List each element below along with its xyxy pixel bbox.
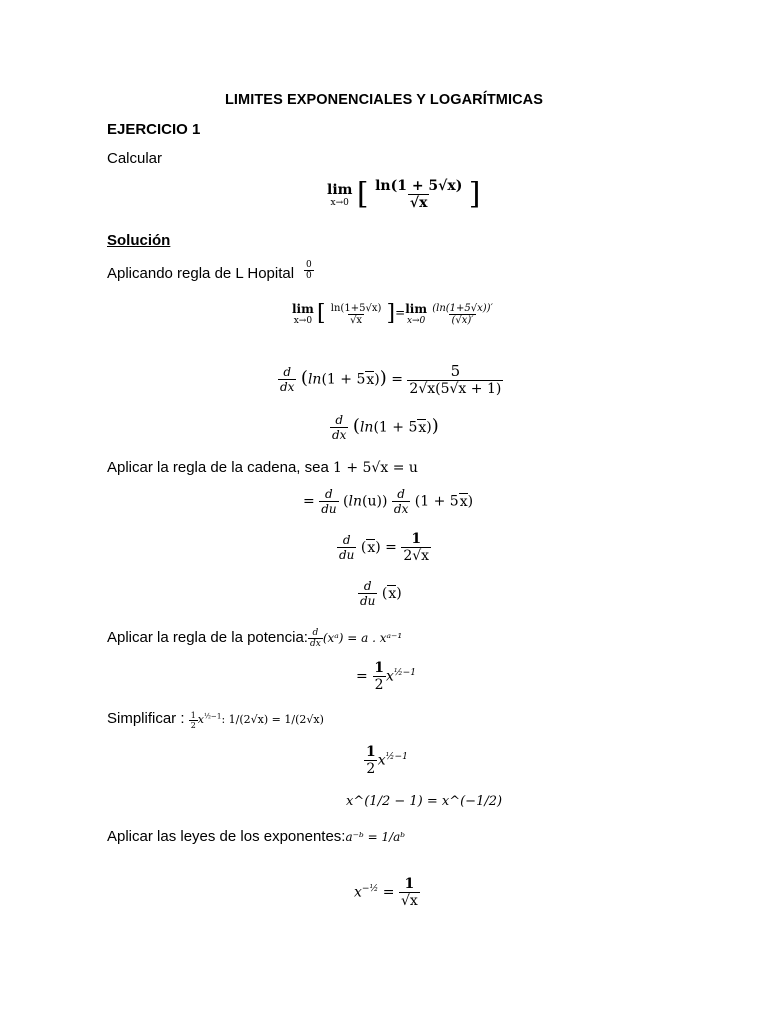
chain-rule-expression: = $\frac{d}{du}$ (ln(u)) $\frac{d}{dx}$ (1 + 5x) bbox=[303, 487, 474, 516]
lhopital-indeterminate: $\frac{0}{0}$ bbox=[306, 260, 312, 281]
exponent-equality: x^(1/2 − 1) = x^(−1/2) bbox=[346, 794, 503, 809]
final-result: $x^{-\frac{1}{2}}$ = $\frac{1}{√x}$ bbox=[354, 876, 418, 909]
chain-rule-text: Aplicar la regla de la cadena, sea 1 + 5√x = u bbox=[107, 459, 418, 476]
main-numerator: ln(1 + 5√x) bbox=[375, 178, 463, 194]
calcular-label: Calcular bbox=[107, 150, 163, 167]
derivative-expression: $\frac{d}{dx}$ (ln(1 + 5x)) bbox=[332, 413, 439, 442]
half-power-expression: $\frac{1}{2}$ $x^{\frac{1}{2}-1}$ bbox=[366, 744, 408, 777]
simplify-text: Simplificar : $\frac{1}{2}$ $x^{\frac{1}{2}-1}$: 1/(2√x) = 1/(2√x) bbox=[107, 710, 324, 730]
chain-substitution: 1 + 5√x = u bbox=[332, 460, 418, 476]
exercise-heading: EJERCICIO 1 bbox=[107, 121, 201, 138]
right-bracket: ] bbox=[468, 176, 481, 212]
power-rule-text: Aplicar la regla de la potencia: $\frac{d}{dx}$ (xᵃ) = a . xᵃ⁻¹ bbox=[107, 628, 403, 649]
lim-operator: lim x→0 bbox=[327, 181, 353, 208]
power-rule-formula: $\frac{d}{dx}$ (xᵃ) = a . xᵃ⁻¹ bbox=[309, 628, 403, 649]
simplify-expression: $\frac{1}{2}$ $x^{\frac{1}{2}-1}$: 1/(2√x) = 1/(2√x) bbox=[190, 710, 324, 730]
lhopital-text: Aplicando regla de L Hopital bbox=[107, 265, 295, 282]
exponent-law-formula: a⁻ᵇ = 1/aᵇ bbox=[345, 830, 406, 844]
main-limit-expression bbox=[327, 178, 481, 211]
lhopital-step: lim x→0 [ $\frac{\ln(1+5√x)}{√x}$ ]= lim x→0 $\frac{(\ln(1+5√x))'}{(√x)'}$ bbox=[292, 301, 493, 326]
page-title: LIMITES EXPONENCIALES Y LOGARÍTMICAS bbox=[224, 92, 544, 108]
sqrt-derivative-expression: $\frac{d}{du}$ (x) bbox=[360, 579, 402, 608]
solution-heading: Solución bbox=[107, 232, 171, 249]
left-bracket: [ bbox=[356, 176, 369, 212]
main-denominator: √x bbox=[409, 195, 428, 211]
sqrt-derivative: $\frac{d}{du}$ (x) = $\frac{1}{2√x}$ bbox=[339, 531, 430, 564]
exponent-laws-text: Aplicar las leyes de los exponentes:a⁻ᵇ = 1/aᵇ bbox=[107, 828, 406, 845]
derivative-result: $\frac{d}{dx}$ (ln(1 + 5x)) = $\frac{5}{2√x(5√x + 1)}$ bbox=[280, 362, 502, 397]
power-rule-result: = $\frac{1}{2}$ $x^{\frac{1}{2}-1}$ bbox=[356, 660, 417, 693]
